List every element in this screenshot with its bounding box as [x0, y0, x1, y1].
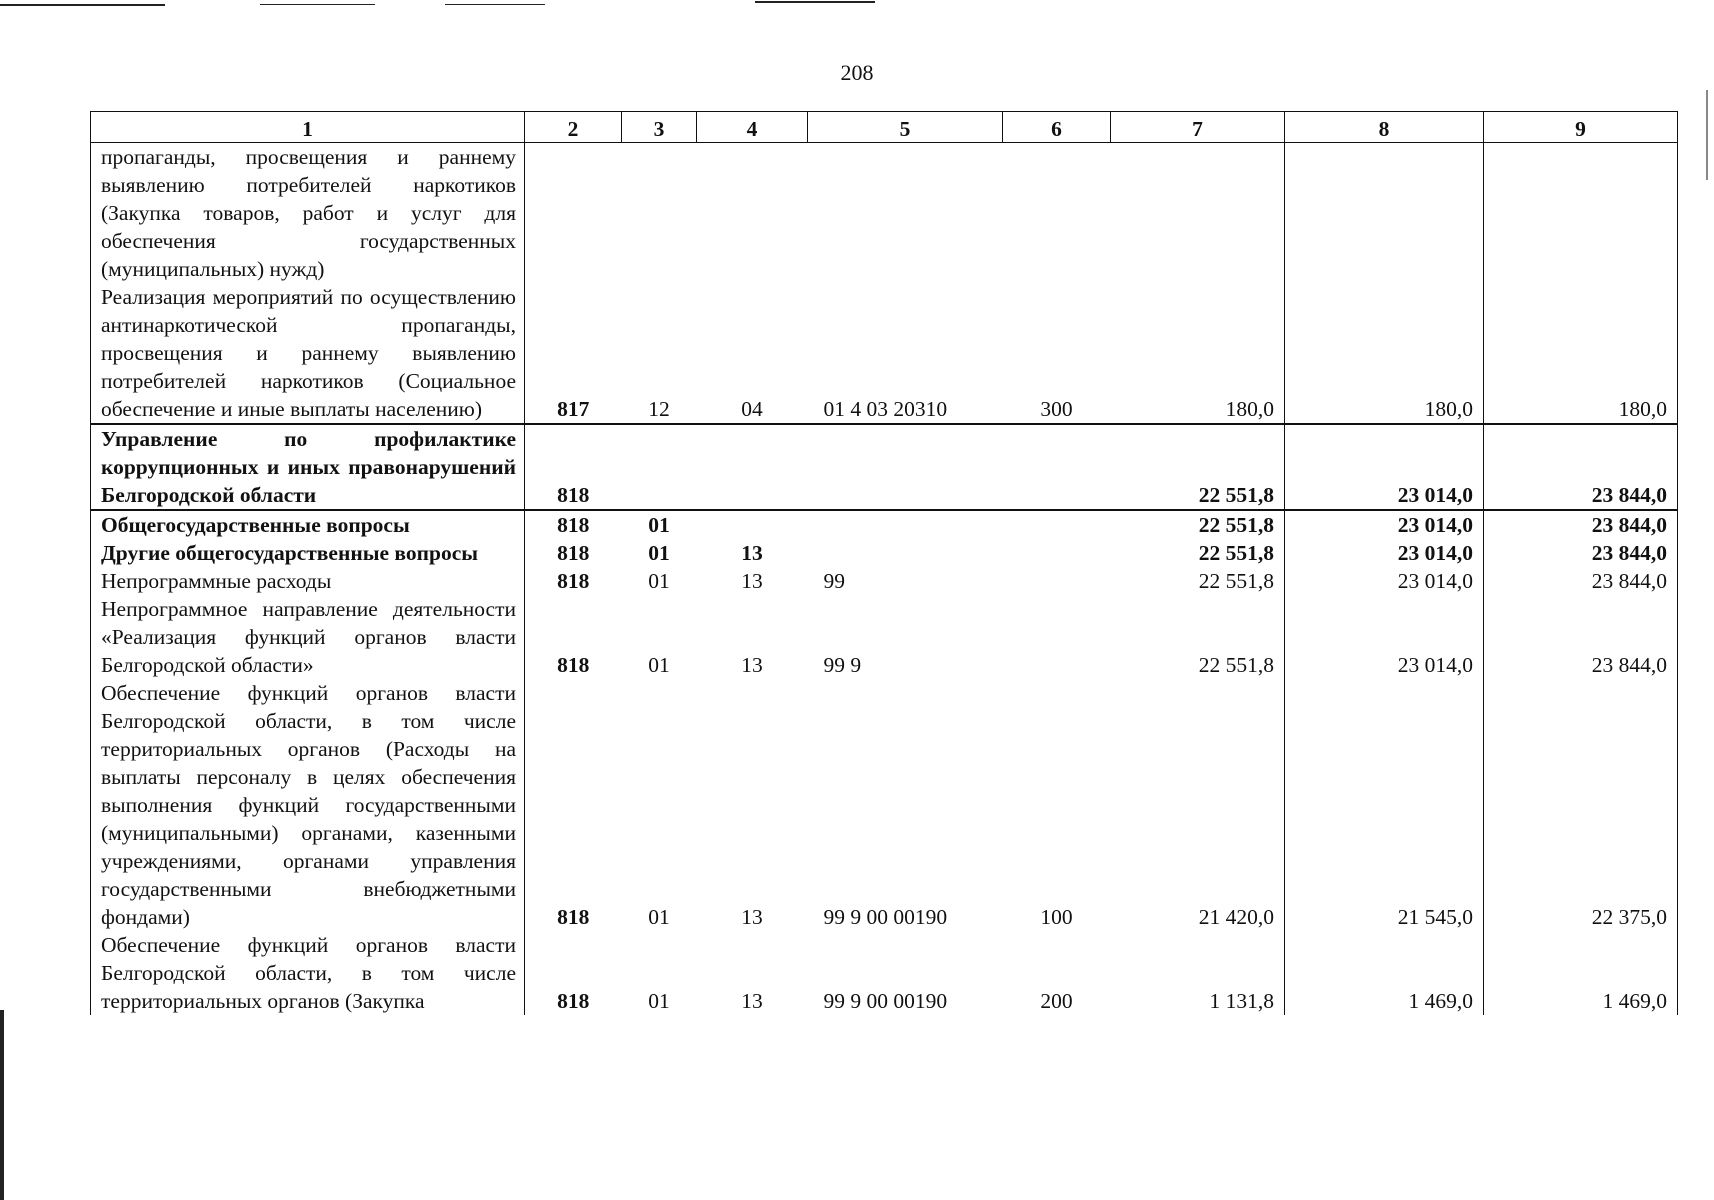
row-year2: 180,0 [1285, 283, 1484, 424]
row-name: пропаганды, просвещения и раннему выявлению потребителей наркотиков (Закупка товаров, работ и услуг для обеспечения государственных (муниципальных) нужд) [91, 143, 525, 284]
row-vr [1003, 424, 1111, 510]
row-year2: 23 014,0 [1285, 539, 1484, 567]
row-year2: 23 014,0 [1285, 567, 1484, 595]
row-ved: 818 [525, 539, 622, 567]
row-vr: 100 [1040, 905, 1073, 929]
row-year1: 22 551,8 [1111, 424, 1285, 510]
row-year3: 22 375,0 [1484, 679, 1678, 931]
row-pr: 13 [741, 989, 763, 1013]
row-csr [808, 143, 1003, 284]
row-rz [622, 424, 697, 510]
budget-table [90, 111, 1678, 1015]
row-year1: 21 420,0 [1198, 905, 1274, 929]
row-vr [1003, 595, 1111, 679]
row-vr [1003, 510, 1111, 539]
row-rz: 01 [648, 569, 670, 593]
table-row [91, 931, 1678, 1015]
row-vr [1003, 567, 1111, 595]
row-pr [697, 510, 808, 539]
row-year1 [1111, 143, 1285, 284]
row-ved: 818 [525, 567, 622, 595]
row-year2: 23 014,0 [1285, 510, 1484, 539]
row-pr: 13 [741, 653, 763, 677]
row-csr [808, 539, 1003, 567]
header-col-7: 7 [1111, 112, 1285, 143]
row-pr: 13 [741, 569, 763, 593]
header-col-6: 6 [1003, 112, 1111, 143]
scan-artifact-line [755, 1, 875, 3]
row-year2: 23 014,0 [1285, 595, 1484, 679]
row-name: Непрограммные расходы [91, 567, 525, 595]
row-ved: 818 [525, 595, 622, 679]
row-name: Другие общегосударственные вопросы [91, 539, 525, 567]
scan-artifact-margin [0, 1010, 4, 1200]
header-col-3: 3 [622, 112, 697, 143]
table-row [91, 510, 1678, 539]
header-col-9: 9 [1484, 112, 1678, 143]
row-rz: 01 [648, 653, 670, 677]
row-vr [1003, 143, 1111, 284]
row-year3: 23 844,0 [1484, 424, 1678, 510]
row-year1: 22 551,8 [1111, 510, 1285, 539]
row-csr [808, 424, 1003, 510]
row-name: Общегосударственные вопросы [91, 510, 525, 539]
row-ved: 817 [525, 283, 622, 424]
row-year1: 22 551,8 [1198, 653, 1274, 677]
row-rz: 01 [648, 541, 670, 565]
header-col-8: 8 [1285, 112, 1484, 143]
row-year2: 21 545,0 [1285, 679, 1484, 931]
header-col-5: 5 [808, 112, 1003, 143]
row-csr: 01 4 03 20310 [823, 397, 948, 421]
header-col-4: 4 [697, 112, 808, 143]
row-year3: 1 469,0 [1484, 931, 1678, 1015]
row-ved: 818 [525, 679, 622, 931]
row-year1: 22 551,8 [1198, 569, 1274, 593]
row-ved: 818 [525, 931, 622, 1015]
table-row [91, 567, 1678, 595]
header-col-1: 1 [91, 112, 525, 143]
header-col-2: 2 [525, 112, 622, 143]
table-row [91, 595, 1678, 679]
row-csr [808, 510, 1003, 539]
row-pr: 13 [741, 541, 763, 565]
row-year3 [1484, 143, 1678, 284]
row-year2: 23 014,0 [1285, 424, 1484, 510]
row-year3: 23 844,0 [1484, 595, 1678, 679]
row-rz: 01 [648, 989, 670, 1013]
scan-artifact-line [445, 4, 545, 5]
row-rz [622, 143, 697, 284]
row-csr: 99 9 00 00190 [823, 905, 948, 929]
row-rz: 01 [622, 510, 697, 539]
row-year1: 1 131,8 [1209, 989, 1274, 1013]
row-vr: 200 [1040, 989, 1073, 1013]
row-rz: 01 [648, 905, 670, 929]
scan-artifact-line [260, 4, 375, 5]
row-csr: 99 [823, 569, 845, 593]
scan-artifact-margin [1706, 90, 1708, 180]
row-year2 [1285, 143, 1484, 284]
row-rz: 12 [648, 397, 670, 421]
table-header-row [91, 112, 1678, 143]
row-csr: 99 9 [823, 653, 862, 677]
page-number: 208 [840, 60, 874, 85]
row-pr [697, 424, 808, 510]
row-vr [1003, 539, 1111, 567]
row-year2: 1 469,0 [1285, 931, 1484, 1015]
row-year3: 23 844,0 [1484, 567, 1678, 595]
row-name: Реализация мероприятий по осуществлению антинаркотической пропаганды, просвещения и раннему выявлению потребителей наркотиков (Социальное обеспечение и иные выплаты населению) [91, 283, 525, 424]
row-year3: 180,0 [1484, 283, 1678, 424]
row-pr: 04 [741, 397, 763, 421]
row-year1: 180,0 [1225, 397, 1274, 421]
row-ved [525, 143, 622, 284]
row-year1: 22 551,8 [1198, 541, 1274, 565]
row-ved: 818 [525, 510, 622, 539]
row-name: Обеспечение функций органов власти Белгородской области, в том числе территориальных органов (Закупка [91, 931, 525, 1015]
table-row [91, 143, 1678, 284]
row-year3: 23 844,0 [1484, 539, 1678, 567]
table-row [91, 539, 1678, 567]
row-year3: 23 844,0 [1484, 510, 1678, 539]
row-name: Управление по профилактике коррупционных и иных правонарушений Белгородской области [91, 424, 525, 510]
row-ved: 818 [525, 424, 622, 510]
scan-artifact-line [0, 4, 165, 6]
table-row [91, 424, 1678, 510]
row-csr: 99 9 00 00190 [823, 989, 948, 1013]
row-pr: 13 [741, 905, 763, 929]
row-pr [697, 143, 808, 284]
row-name: Непрограммное направление деятельности «Реализация функций органов власти Белгородской области» [91, 595, 525, 679]
table-row [91, 679, 1678, 931]
row-vr: 300 [1040, 397, 1073, 421]
table-row [91, 283, 1678, 424]
row-name: Обеспечение функций органов власти Белгородской области, в том числе территориальных органов (Расходы на выплаты персоналу в целях обеспечения выполнения функций государственными (муниципальными) органами, казенными учреждениями, органами управления государственными внебюджетными фондами) [91, 679, 525, 931]
